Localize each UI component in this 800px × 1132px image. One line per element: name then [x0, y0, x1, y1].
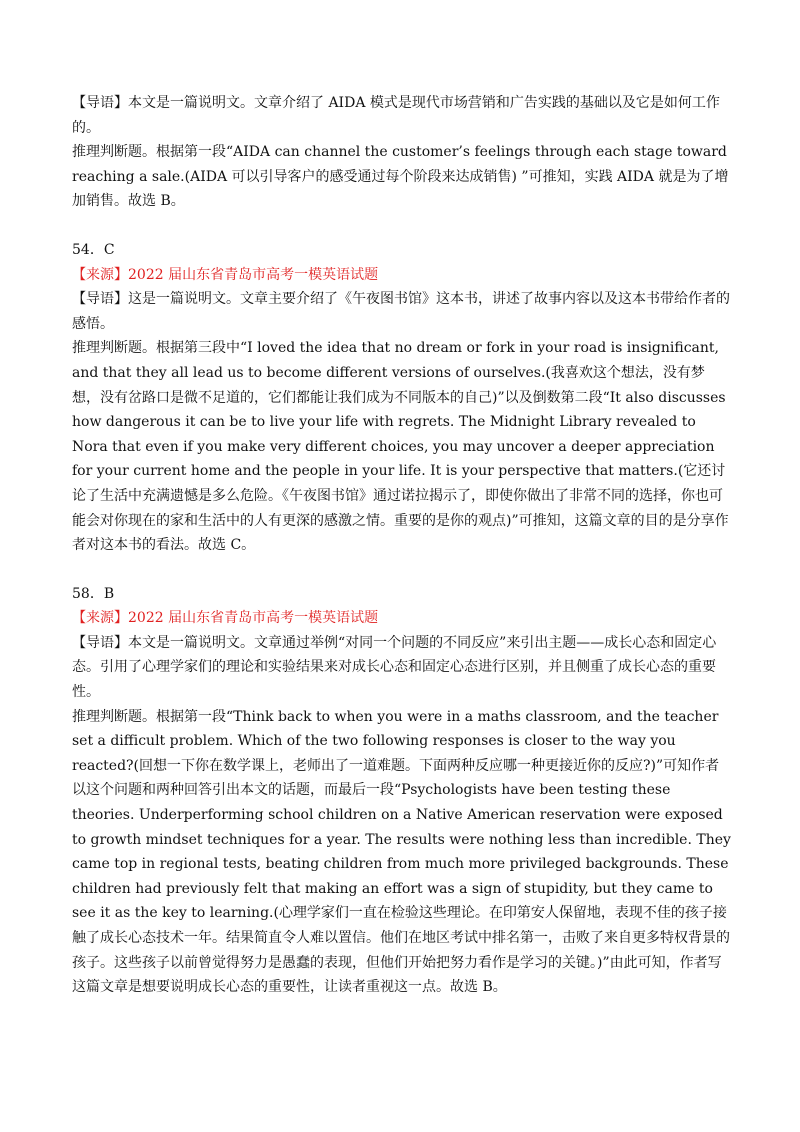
- guide-paragraph: 【导语】本文是一篇说明文。文章介绍了 AIDA 模式是现代市场营销和广告实践的基础以及它是如何工作的。: [72, 95, 720, 136]
- analysis-paragraph: 推理判断题。根据第三段中“I loved the idea that no dream or fork in your road is insignificant, and that they all lead us to become different versions of ourselves.(我喜欢这个想法，没有梦想，没有岔路口是微不足道的，它们都能让我们成为不同版本的自己)”以及倒数第二段“It also discusses how dangerous it can be to live your life with regrets. The Midnight Library revealed to Nora that even if you make very different choices, you may uncover a deeper appreciation for your current home and the people in your life. It is your perspective that matters.(它还讨论了生活中充满遗憾是多么危险。《午夜图书馆》通过诺拉揭示了，即使你做出了非常不同的选择，你也可能会对你现在的家和生活中的人有更深的感激之情。重要的是你的观点)”可推知，这篇文章的目的是分享作者对这本书的看法。故选 C。: [72, 340, 729, 554]
- source-line: 【来源】2022 届山东省青岛市高考一模英语试题: [72, 266, 379, 283]
- analysis-paragraph: 推理判断题。根据第一段“Think back to when you were in a maths classroom, and the teacher set a difficult problem. Which of the two following responses is closer to the way you reacted?(回想一下你在数学课上，老师出了一道难题。下面两种反应哪一种更接近你的反应?)”可知作者以这个问题和两种回答引出本文的话题，而最后一段“Psychologists have been testing these theories. Underperforming school children on a Native American reservation were exposed to growth mindset techniques for a year. The results were nothing less than incredible. They came top in regional tests, beating children from much more privileged backgrounds. These children had previously felt that making an effort was a sign of stupidity, but they came to see it as the key to learning.(心理学家们一直在检验这些理论。在印第安人保留地，表现不佳的孩子接触了成长心态技术一年。结果简直令人难以置信。他们在地区考试中排名第一，击败了来自更多特权背景的孩子。这些孩子以前曾觉得努力是愚蠢的表现，但他们开始把努力看作是学习的关键。)”由此可知，作者写这篇文章是想要说明成长心态的重要性，让读者重视这一点。故选 B。: [72, 708, 731, 996]
- section-spacer: [72, 558, 732, 582]
- guide-paragraph: 【导语】这是一篇说明文。文章主要介绍了《午夜图书馆》这本书，讲述了故事内容以及这本书带给作者的感悟。: [72, 291, 730, 332]
- answer-number: 58．B: [72, 585, 115, 602]
- section-spacer: [72, 214, 732, 238]
- answer-number: 54．C: [72, 241, 115, 258]
- document-page: [72, 91, 732, 1000]
- source-line: 【来源】2022 届山东省青岛市高考一模英语试题: [72, 610, 379, 627]
- analysis-paragraph: 推理判断题。根据第一段“AIDA can channel the customer’s feelings through each stage toward reaching a sale.(AIDA 可以引导客户的感受通过每个阶段来达成销售) ”可推知，实践 AIDA 就是为了增加销售。故选 B。: [72, 144, 729, 210]
- guide-paragraph: 【导语】本文是一篇说明文。文章通过举例“对同一个问题的不同反应”来引出主题——成长心态和固定心态。引用了心理学家们的理论和实验结果来对成长心态和固定心态进行区别，并且侧重了成长心态的重要性。: [72, 634, 717, 701]
